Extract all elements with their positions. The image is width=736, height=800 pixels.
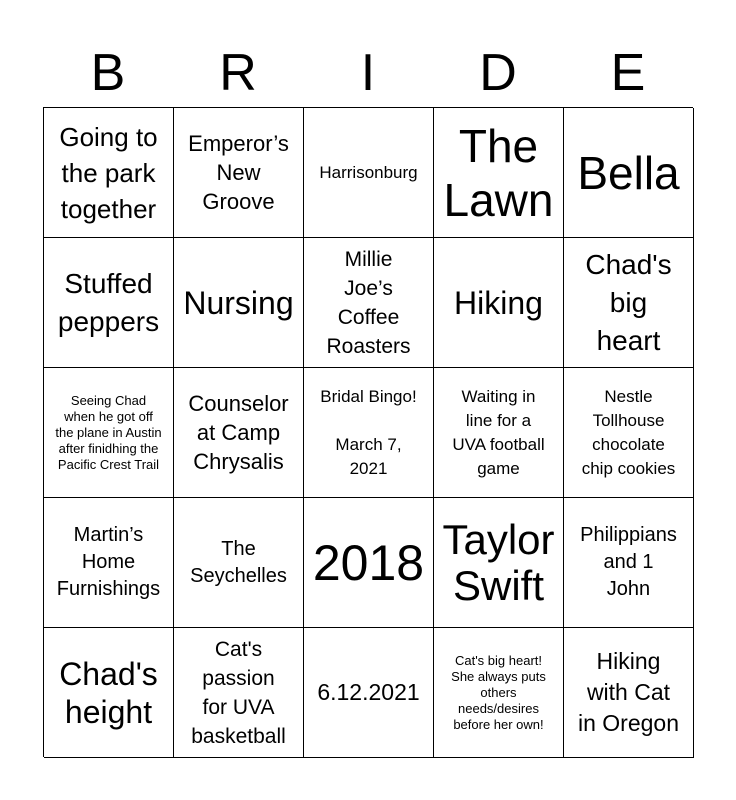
bingo-cell[interactable] [304,628,434,758]
cell-text: Philippians and 1 John [580,524,677,600]
cell-text: Cat's big heart! She always puts others needs/desires before her own! [451,652,546,732]
bingo-cell[interactable] [44,238,174,368]
free-space-cell[interactable] [304,368,434,498]
cell-text: 2018 [312,534,425,591]
cell-text: Chad's height [59,655,158,730]
cell-text: The Lawn [443,119,554,226]
bingo-cell[interactable] [434,238,564,368]
cell-text: Martin’s Home Furnishings [56,524,161,600]
cell-text: Millie Joe’s Coffee Roasters [326,247,411,358]
cell-text: Chad's big heart [585,248,672,356]
header-letter-b: B [90,44,126,102]
bingo-cell[interactable] [304,238,434,368]
cell-text: Stuffed peppers [57,267,160,337]
cell-text: Waiting in line for a UVA football game [452,386,545,478]
bingo-board [43,107,693,757]
bingo-cell[interactable] [564,628,694,758]
bingo-cell[interactable] [564,498,694,628]
cell-text: Going to the park together [59,121,158,224]
bingo-cell[interactable] [174,238,304,368]
cell-text: Cat's passion for UVA basketball [191,637,286,748]
bingo-cell[interactable] [564,368,694,498]
bingo-cell[interactable] [434,498,564,628]
bingo-cell[interactable] [434,108,564,238]
bingo-cell[interactable] [564,108,694,238]
header-letter-i: I [360,44,376,102]
cell-text: Hiking [454,284,543,321]
bingo-cell[interactable] [174,498,304,628]
header-letter-r: R [219,44,257,102]
bingo-cell[interactable] [434,628,564,758]
bingo-header [43,40,693,106]
cell-text: The Seychelles [190,537,287,587]
cell-text: Taylor Swift [442,515,555,609]
cell-text: 6.12.2021 [317,679,420,705]
cell-text: Nursing [183,284,294,321]
bingo-cell[interactable] [174,628,304,758]
cell-text: Seeing Chad when he got off the plane in Austin after finidhing the Pacific Crest Trail [55,392,162,472]
bingo-cell[interactable] [174,108,304,238]
cell-text: Bella [577,146,680,199]
bingo-cell[interactable] [304,498,434,628]
header-letter-d: D [479,44,517,102]
bingo-cell[interactable] [44,628,174,758]
cell-text: Nestle Tollhouse chocolate chip cookies [581,386,676,478]
bingo-cell[interactable] [44,108,174,238]
cell-text: Hiking with Cat in Oregon [577,648,679,736]
cell-text: Harrisonburg [319,162,418,182]
free-space-text: Bridal Bingo! March 7, 2021 [320,386,417,478]
bingo-cell[interactable] [44,498,174,628]
bingo-cell[interactable] [304,108,434,238]
bingo-cell[interactable] [564,238,694,368]
header-letter-e: E [610,44,646,102]
bingo-cell[interactable] [44,368,174,498]
cell-text: Emperor’s New Groove [188,131,289,214]
bingo-cell[interactable] [434,368,564,498]
bingo-cell[interactable] [174,368,304,498]
cell-text: Counselor at Camp Chrysalis [188,391,289,474]
